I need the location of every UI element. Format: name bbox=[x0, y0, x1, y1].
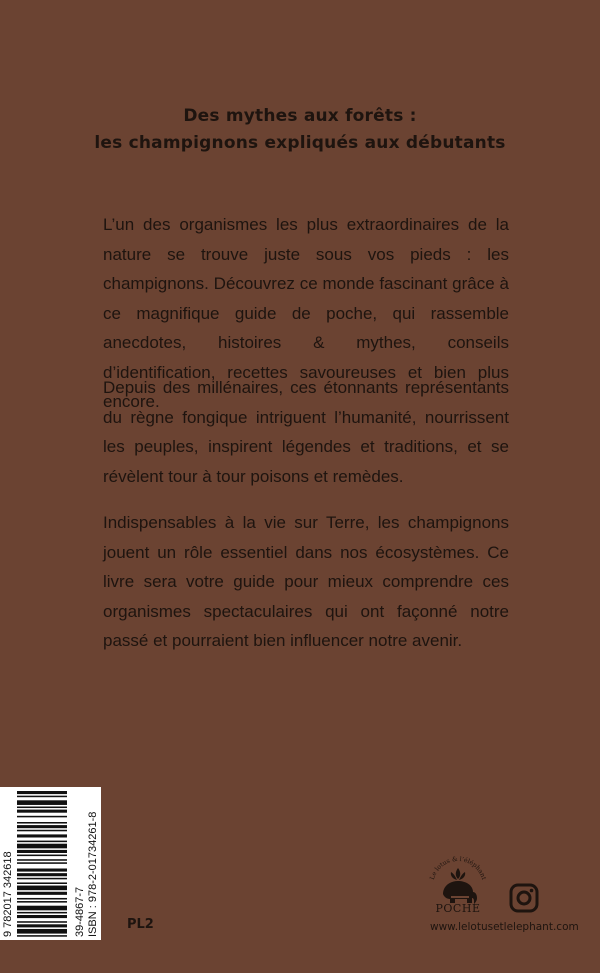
barcode-bar bbox=[17, 906, 67, 911]
barcode-bar bbox=[17, 850, 67, 853]
barcode-bar bbox=[17, 807, 67, 809]
elephant-icon bbox=[443, 881, 477, 904]
barcode-bar bbox=[17, 892, 67, 895]
barcode-bar bbox=[17, 841, 67, 843]
barcode-bar bbox=[17, 816, 67, 818]
barcode-bar bbox=[17, 834, 67, 837]
title-line-2: les champignons expliqués aux débutants bbox=[94, 133, 506, 153]
instagram-icon[interactable] bbox=[509, 883, 539, 913]
barcode-bar bbox=[17, 844, 67, 849]
print-code: PL2 bbox=[127, 917, 154, 932]
book-title bbox=[0, 103, 600, 157]
barcode-bar bbox=[17, 869, 67, 872]
blurb-paragraph-3: Indispensables à la vie sur Terre, les champignons jouent un rôle essentiel dans nos écosystèmes. Ce livre sera votre guide pour mieux comprendre ces organismes spectaculaires qui ont façonné notre passé et pourraient bien influencer notre avenir. bbox=[103, 513, 509, 650]
barcode-bar bbox=[17, 873, 67, 876]
barcode-bar bbox=[17, 912, 67, 914]
barcode-bar bbox=[17, 825, 67, 828]
barcode-bar bbox=[17, 800, 67, 805]
lotus-icon bbox=[451, 868, 465, 880]
barcode-bar bbox=[17, 901, 67, 903]
barcode-bar bbox=[17, 810, 67, 813]
isbn-barcode bbox=[0, 787, 101, 940]
title-line-1: Des mythes aux forêts : bbox=[183, 106, 417, 126]
barcode-bar bbox=[17, 796, 67, 798]
barcode-bar bbox=[17, 862, 67, 864]
barcode-bar bbox=[17, 878, 67, 880]
isbn-text: ISBN : 978-2-01734261-8 bbox=[87, 811, 99, 937]
barcode-bar bbox=[17, 929, 67, 934]
barcode-bar bbox=[17, 855, 67, 857]
publisher-arc-text: Le lotus & l’éléphant bbox=[428, 855, 488, 881]
barcode-bar bbox=[17, 830, 67, 832]
barcode-code: 39-4867-7 bbox=[74, 886, 86, 937]
barcode-bar bbox=[17, 935, 67, 937]
publisher-label: POCHE bbox=[435, 902, 481, 915]
barcode-digits: 9 782017 342618 bbox=[2, 851, 14, 937]
barcode-bar bbox=[17, 898, 67, 900]
barcode-bar bbox=[17, 886, 67, 891]
blurb-paragraph-2: Depuis des millénaires, ces étonnants représentants du règne fongique intriguent l’humanité, nourrissent les peuples, inspirent légendes et traditions, et se révèlent tour à tour poisons et remèdes. bbox=[103, 378, 509, 486]
barcode-bar bbox=[17, 859, 67, 861]
barcode-bar bbox=[17, 791, 67, 794]
barcode-bar bbox=[17, 921, 67, 923]
publisher-website[interactable]: www.lelotusetlelephant.com bbox=[430, 921, 579, 933]
barcode-bar bbox=[17, 924, 67, 927]
barcode-bar bbox=[17, 915, 67, 918]
blurb-paragraph-1: L’un des organismes les plus extraordinaires de la nature se trouve juste sous vos pieds : les champignons. Découvrez ce monde fascinant grâce à ce magnifique guide de poche, qui rassemble anecdotes, histoires & mythes, conseils d’identification, recettes savoureuses et bien plus encore. bbox=[103, 215, 509, 411]
barcode-bar bbox=[17, 882, 67, 884]
barcode-bar bbox=[17, 822, 67, 824]
